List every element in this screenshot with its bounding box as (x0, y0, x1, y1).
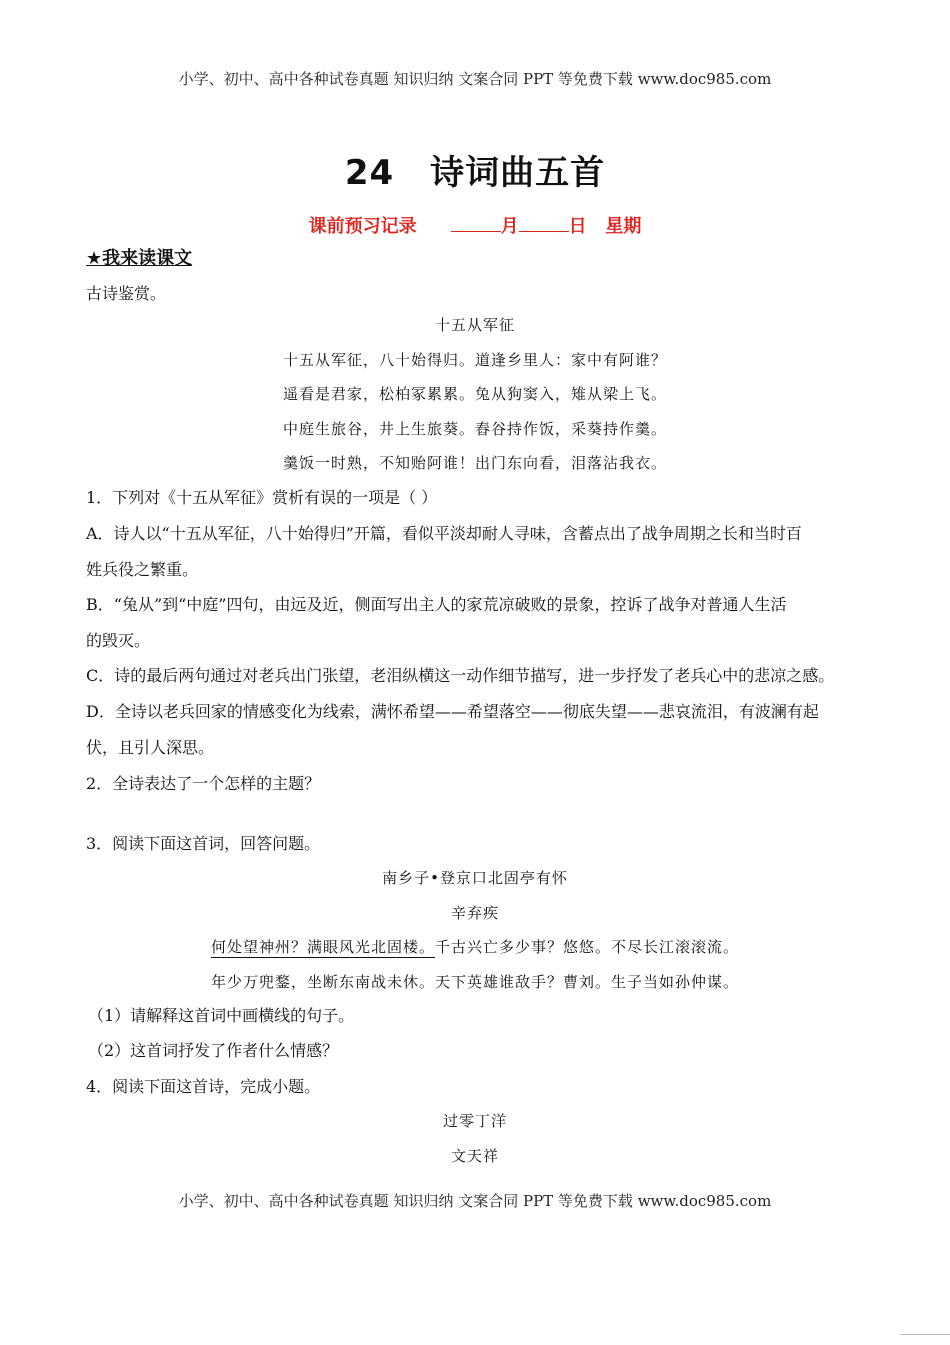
option-d-line1: D．全诗以老兵回家的情感变化为线索，满怀希望——希望落空——彻底失望——悲哀流泪，有波澜有起 (86, 702, 819, 721)
question-1-stem: 1．下列对《十五从军征》赏析有误的一项是（ ） (86, 488, 438, 507)
lesson-title: 诗词曲五首 (430, 153, 606, 193)
intro-text: 古诗鉴赏。 (86, 284, 167, 303)
option-c-line1: C．诗的最后两句通过对老兵出门张望，老泪纵横这一动作细节描写，进一步抒发了老兵心中的悲凉之感。 (86, 666, 835, 685)
poem2-author: 辛弃疾 (450, 904, 499, 922)
day-blank[interactable] (519, 217, 569, 232)
underlined-sentence: 何处望神州？满眼风光北固楼。 (210, 938, 435, 956)
poem3-title: 过零丁洋 (442, 1112, 507, 1130)
option-a-line1: A．诗人以“十五从军征，八十始得归”开篇，看似平淡却耐人寻味，含蓄点出了战争周期之长和当时百 (86, 524, 802, 543)
page-footer: 小学、初中、高中各种试卷真题 知识归纳 文案合同 PPT 等免费下载 www.doc985.com (178, 1192, 772, 1210)
option-b-line2: 的毁灭。 (86, 631, 151, 650)
poem1-line: 遥看是君家，松柏冢累累。兔从狗窦入，雉从梁上飞。 (282, 385, 667, 403)
question-3-sub1: （1）请解释这首词中画横线的句子。 (88, 1006, 355, 1025)
poem3-author: 文天祥 (450, 1147, 499, 1165)
record-label: 课前预习记录 (308, 216, 417, 237)
poem1-line: 羹饭一时熟，不知贻阿谁！出门东向看，泪落沾我衣。 (282, 454, 667, 472)
preview-record-line (0, 212, 950, 238)
record-weekday: 星期 (605, 216, 642, 237)
record-day: 日 (568, 216, 587, 237)
question-3-stem: 3．阅读下面这首词，回答问题。 (86, 834, 321, 853)
page-header: 小学、初中、高中各种试卷真题 知识归纳 文案合同 PPT 等免费下载 www.doc985.com (178, 70, 772, 88)
question-2: 2．全诗表达了一个怎样的主题？ (86, 774, 321, 793)
section-title: ★我来读课文 (86, 248, 193, 269)
poem1-line: 十五从军征，八十始得归。道逢乡里人：家中有阿谁？ (282, 351, 667, 369)
poem2-line: 年少万兜鍪，坐断东南战未休。天下英雄谁敌手？曹刘。生子当如孙仲谋。 (210, 973, 739, 991)
poem1-title: 十五从军征 (434, 316, 515, 334)
question-4-stem: 4．阅读下面这首诗，完成小题。 (86, 1077, 321, 1096)
option-d-line2: 伏，且引人深思。 (86, 738, 215, 757)
option-a-line2: 姓兵役之繁重。 (86, 560, 199, 579)
poem2-title: 南乡子•登京口北固亭有怀 (382, 869, 568, 887)
option-b-line1: B．“兔从”到“中庭”四句，由远及近，侧面写出主人的家荒凉破败的景象，控诉了战争对普通人生活 (86, 595, 787, 614)
poem1-line: 中庭生旅谷，井上生旅葵。舂谷持作饭，采葵持作羹。 (282, 420, 667, 438)
question-3-sub2: （2）这首词抒发了作者什么情感？ (88, 1041, 339, 1060)
lesson-number: 24 (344, 153, 395, 193)
month-blank[interactable] (451, 217, 501, 232)
poem2-line (0, 937, 950, 957)
poem2-line-rest: 千古兴亡多少事？悠悠。不尽长江滚滚流。 (435, 938, 740, 956)
record-month: 月 (500, 216, 519, 237)
page-corner-mark (900, 1334, 950, 1345)
page-title (0, 145, 950, 194)
